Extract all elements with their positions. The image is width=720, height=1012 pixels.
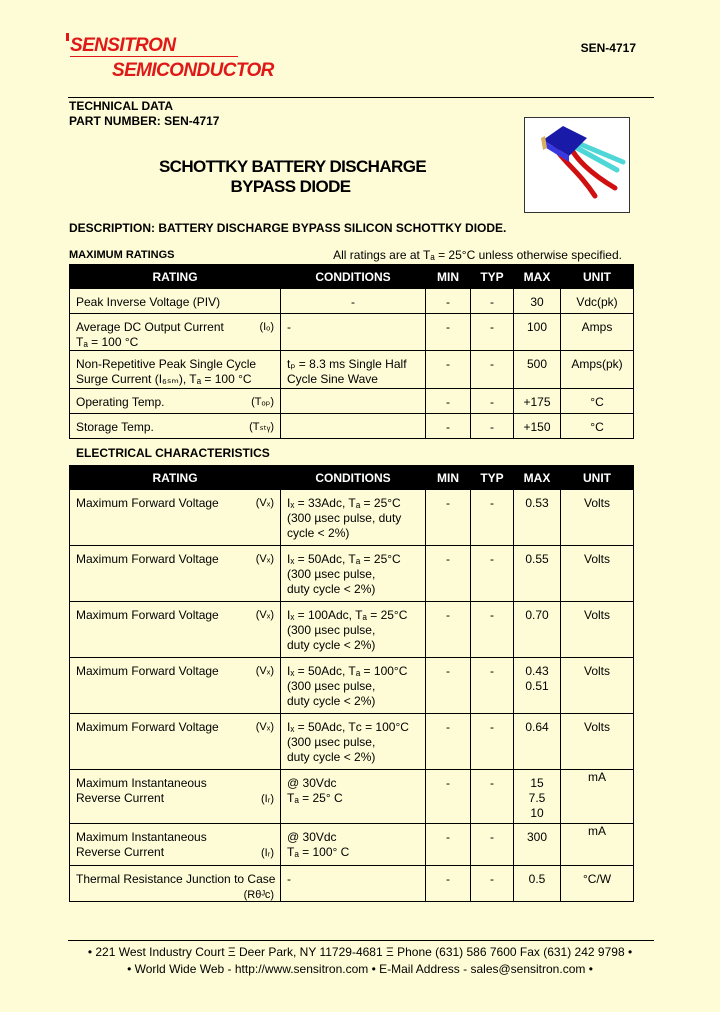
logo-line1: SENSITRON	[70, 35, 176, 56]
unit-cell: mA	[561, 770, 634, 824]
col-conditions: CONDITIONS	[281, 466, 426, 490]
part-number-label: PART NUMBER: SEN-4717	[69, 114, 220, 128]
footer-web: • World Wide Web - http://www.sensitron.com • E-Mail Address - sales@sensitron.com •	[127, 962, 593, 976]
rating-cell	[70, 546, 281, 602]
table-row	[70, 389, 634, 414]
conditions-line3: cycle < 2%)	[287, 526, 350, 540]
conditions-line1: Iₓ = 50Adc, Tₐ = 25°C	[287, 552, 401, 566]
conditions-cell	[281, 546, 426, 602]
min-cell: -	[426, 289, 471, 314]
max-cell: +175	[514, 389, 561, 414]
header-divider	[68, 97, 654, 98]
unit-cell: °C/W	[561, 866, 634, 902]
rating-cell: Peak Inverse Voltage (PIV)	[70, 289, 281, 314]
symbol: (Iₒ)	[259, 321, 274, 333]
table-row	[70, 602, 634, 658]
symbol: (Tₒₚ)	[251, 396, 274, 408]
conditions-line1: Iₓ = 50Adc, Tₐ = 100°C	[287, 664, 408, 678]
rating-cell	[70, 714, 281, 770]
unit-cell: Volts	[561, 714, 634, 770]
max-cell: 300	[514, 824, 561, 866]
table-row	[70, 314, 634, 351]
conditions-line2: (300 µsec pulse,	[287, 735, 376, 749]
conditions-line1: Iₓ = 33Adc, Tₐ = 25°C	[287, 496, 401, 510]
conditions-line2: (300 µsec pulse,	[287, 679, 376, 693]
max-line1: 0.43	[525, 664, 549, 678]
typ-cell: -	[471, 289, 514, 314]
logo-rule-top	[66, 33, 69, 41]
table-row	[70, 770, 634, 824]
table-row	[70, 824, 634, 866]
conditions-cell: -	[281, 314, 426, 351]
min-cell: -	[426, 490, 471, 546]
rating-text: Maximum Forward Voltage	[76, 552, 219, 566]
max-cell: 0.64	[514, 714, 561, 770]
conditions-cell: -	[281, 289, 426, 314]
conditions-cell	[281, 824, 426, 866]
rating-line2: Surge Current (I₆ₛₘ), Tₐ = 100 °C	[76, 372, 252, 386]
rating-cell	[70, 414, 281, 439]
typ-cell: -	[471, 602, 514, 658]
conditions-line3: duty cycle < 2%)	[287, 582, 376, 596]
min-cell: -	[426, 658, 471, 714]
rating-cell	[70, 770, 281, 824]
min-cell: -	[426, 866, 471, 902]
conditions-line2: (300 µsec pulse,	[287, 623, 376, 637]
unit-cell: Volts	[561, 602, 634, 658]
min-cell: -	[426, 714, 471, 770]
typ-cell: -	[471, 389, 514, 414]
rating-cell	[70, 351, 281, 389]
technical-data-label: TECHNICAL DATA	[69, 99, 173, 113]
conditions-line3: duty cycle < 2%)	[287, 750, 376, 764]
min-cell: -	[426, 351, 471, 389]
typ-cell: -	[471, 824, 514, 866]
rating-text: Operating Temp.	[76, 395, 165, 409]
unit-cell: Volts	[561, 546, 634, 602]
conditions-line2: Tₐ = 100° C	[287, 845, 350, 859]
typ-cell: -	[471, 714, 514, 770]
col-rating: RATING	[70, 466, 281, 490]
col-max: MAX	[514, 466, 561, 490]
min-cell: -	[426, 389, 471, 414]
description: DESCRIPTION: BATTERY DISCHARGE BYPASS SILICON SCHOTTKY DIODE.	[69, 221, 507, 235]
conditions-cell	[281, 658, 426, 714]
conditions-line1: @ 30Vdc	[287, 776, 337, 790]
logo-line2: SEMICONDUCTOR	[112, 60, 274, 81]
max-cell: 0.53	[514, 490, 561, 546]
rating-text: Maximum Forward Voltage	[76, 720, 219, 734]
conditions-cell: -	[281, 866, 426, 902]
footer-address: • 221 West Industry Court Ξ Deer Park, NY 11729-4681 Ξ Phone (631) 586 7600 Fax (631) 242 9798 •	[87, 945, 633, 959]
max-line2: 7.5	[528, 791, 546, 805]
table-header	[70, 265, 634, 289]
typ-cell: -	[471, 414, 514, 439]
rating-line2: Reverse Current	[76, 791, 165, 805]
unit-cell: °C	[561, 389, 634, 414]
conditions-line3: duty cycle < 2%)	[287, 694, 376, 708]
max-ratings-heading: MAXIMUM RATINGS	[69, 249, 175, 261]
table-row	[70, 289, 634, 314]
max-line1: 15	[530, 776, 544, 790]
rating-line1: Maximum Instantaneous	[76, 830, 207, 844]
rating-cell	[70, 824, 281, 866]
min-cell: -	[426, 546, 471, 602]
conditions-line2: Cycle Sine Wave	[287, 372, 378, 386]
table-row	[70, 714, 634, 770]
rating-cell	[70, 314, 281, 351]
max-cell: 0.55	[514, 546, 561, 602]
rating-cell	[70, 866, 281, 902]
rating-cell	[70, 602, 281, 658]
table-row	[70, 866, 634, 902]
max-cell: 500	[514, 351, 561, 389]
symbol: (Rθᴶᴄ)	[243, 889, 274, 901]
electrical-heading: ELECTRICAL CHARACTERISTICS	[76, 446, 270, 460]
typ-cell: -	[471, 866, 514, 902]
part-number-top: SEN-4717	[580, 41, 636, 55]
rating-text: Thermal Resistance Junction to Case	[76, 872, 276, 886]
col-unit: UNIT	[561, 265, 634, 289]
max-cell: 30	[514, 289, 561, 314]
page-title	[0, 157, 585, 197]
conditions-line2: (300 µsec pulse, duty	[287, 511, 402, 525]
table-row	[70, 351, 634, 389]
max-ratings-table	[69, 264, 634, 439]
conditions-line2: Tₐ = 25° C	[287, 791, 343, 805]
col-min: MIN	[426, 265, 471, 289]
typ-cell: -	[471, 658, 514, 714]
conditions-line2: (300 µsec pulse,	[287, 567, 376, 581]
rating-cell	[70, 490, 281, 546]
symbol: (Vₓ)	[255, 497, 274, 509]
symbol: (Tₛₜᵧ)	[249, 421, 274, 433]
conditions-line1: Iₓ = 50Adc, Tᴄ = 100°C	[287, 720, 409, 734]
rating-line1: Maximum Instantaneous	[76, 776, 207, 790]
conditions-cell	[281, 490, 426, 546]
typ-cell: -	[471, 546, 514, 602]
conditions-line1: @ 30Vdc	[287, 830, 337, 844]
symbol: (Iᵣ)	[260, 847, 274, 859]
rating-line1: Non-Repetitive Peak Single Cycle	[76, 357, 257, 371]
typ-cell: -	[471, 314, 514, 351]
max-cell: 0.70	[514, 602, 561, 658]
symbol: (Vₓ)	[255, 665, 274, 677]
conditions-cell	[281, 351, 426, 389]
rating-line1: Average DC Output Current	[76, 320, 224, 334]
rating-line2: Tₐ = 100 °C	[76, 335, 139, 349]
max-cell	[514, 770, 561, 824]
unit-cell: mA	[561, 824, 634, 866]
max-ratings-note: All ratings are at Tₐ = 25°C unless otherwise specified.	[333, 248, 622, 262]
symbol: (Vₓ)	[255, 553, 274, 565]
typ-cell: -	[471, 351, 514, 389]
max-cell: +150	[514, 414, 561, 439]
col-unit: UNIT	[561, 466, 634, 490]
unit-cell: Vdc(pk)	[561, 289, 634, 314]
min-cell: -	[426, 314, 471, 351]
max-line2: 0.51	[525, 679, 549, 693]
electrical-table	[69, 465, 634, 902]
conditions-line1: Iₓ = 100Adc, Tₐ = 25°C	[287, 608, 408, 622]
col-conditions: CONDITIONS	[281, 265, 426, 289]
typ-cell: -	[471, 770, 514, 824]
conditions-cell	[281, 714, 426, 770]
rating-text: Maximum Forward Voltage	[76, 664, 219, 678]
col-min: MIN	[426, 466, 471, 490]
min-cell: -	[426, 602, 471, 658]
conditions-line1: tₚ = 8.3 ms Single Half	[287, 357, 407, 371]
symbol: (Vₓ)	[255, 609, 274, 621]
rating-text: Maximum Forward Voltage	[76, 496, 219, 510]
symbol: (Vₓ)	[255, 721, 274, 733]
technical-data-block	[69, 99, 219, 129]
footer-divider	[68, 940, 654, 941]
conditions-cell	[281, 389, 426, 414]
table-row	[70, 546, 634, 602]
min-cell: -	[426, 824, 471, 866]
unit-cell: Amps	[561, 314, 634, 351]
rating-text: Maximum Forward Voltage	[76, 608, 219, 622]
unit-cell: Amps(pk)	[561, 351, 634, 389]
unit-cell: Volts	[561, 658, 634, 714]
min-cell: -	[426, 414, 471, 439]
max-cell: 100	[514, 314, 561, 351]
conditions-cell	[281, 414, 426, 439]
conditions-cell	[281, 602, 426, 658]
table-header	[70, 466, 634, 490]
max-line3: 10	[530, 806, 544, 820]
table-row	[70, 658, 634, 714]
col-typ: TYP	[471, 466, 514, 490]
table-row	[70, 490, 634, 546]
rating-cell	[70, 389, 281, 414]
col-max: MAX	[514, 265, 561, 289]
max-cell: 0.5	[514, 866, 561, 902]
unit-cell: °C	[561, 414, 634, 439]
max-cell	[514, 658, 561, 714]
col-rating: RATING	[70, 265, 281, 289]
typ-cell: -	[471, 490, 514, 546]
conditions-cell	[281, 770, 426, 824]
rating-cell	[70, 658, 281, 714]
conditions-line3: duty cycle < 2%)	[287, 638, 376, 652]
unit-cell: Volts	[561, 490, 634, 546]
symbol: (Iᵣ)	[260, 793, 274, 805]
rating-text: Storage Temp.	[76, 420, 154, 434]
table-row	[70, 414, 634, 439]
logo-rule-mid	[70, 56, 238, 57]
col-typ: TYP	[471, 265, 514, 289]
title-line2: BYPASS DIODE	[230, 177, 351, 196]
min-cell: -	[426, 770, 471, 824]
rating-line2: Reverse Current	[76, 845, 165, 859]
title-line1: SCHOTTKY BATTERY DISCHARGE	[158, 157, 427, 176]
